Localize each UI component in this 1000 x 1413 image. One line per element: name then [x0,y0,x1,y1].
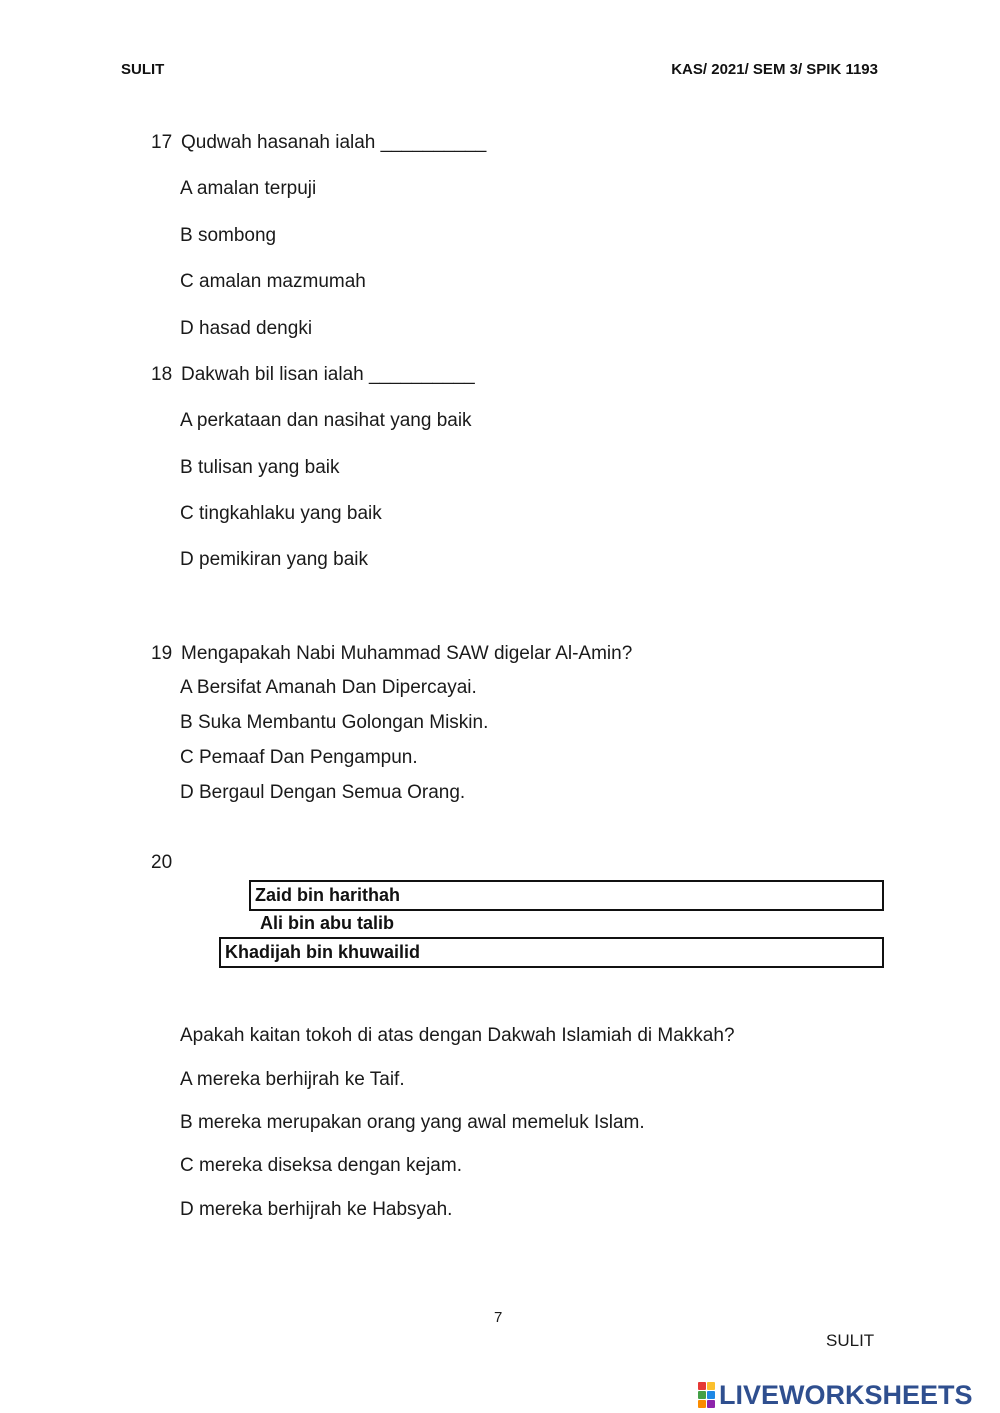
option-17-d[interactable]: D hasad dengki [180,318,313,339]
page-number: 7 [494,1309,503,1326]
header-right: KAS/ 2021/ SEM 3/ SPIK 1193 [671,61,878,78]
question-text: Mengapakah Nabi Muhammad SAW digelar Al-Amin? [181,643,633,664]
option-17-a[interactable]: A amalan terpuji [180,178,317,199]
question-number: 17 [151,132,173,153]
figure-box-khadijah: Khadijah bin khuwailid [219,937,884,968]
question-20-text: Apakah kaitan tokoh di atas dengan Dakwah Islamiah di Makkah? [180,1025,735,1046]
footer-classification: SULIT [826,1331,875,1350]
question-text: Dakwah bil lisan ialah __________ [181,364,475,385]
liveworksheets-logo [698,1378,973,1412]
option-20-b[interactable]: B mereka merupakan orang yang awal memeluk Islam. [180,1112,645,1133]
option-18-d[interactable]: D pemikiran yang baik [180,549,368,570]
question-17 [151,132,486,154]
header-left: SULIT [121,61,165,78]
option-18-a[interactable]: A perkataan dan nasihat yang baik [180,410,472,431]
liveworksheets-icon [698,1382,715,1408]
question-19 [151,643,632,665]
figure-ali: Ali bin abu talib [260,913,394,933]
option-17-b[interactable]: B sombong [180,225,277,246]
option-18-b[interactable]: B tulisan yang baik [180,457,340,478]
option-19-d[interactable]: D Bergaul Dengan Semua Orang. [180,782,466,803]
question-20-number: 20 [151,852,173,873]
question-number: 19 [151,643,173,664]
option-19-c[interactable]: C Pemaaf Dan Pengampun. [180,747,418,768]
option-19-b[interactable]: B Suka Membantu Golongan Miskin. [180,712,489,733]
figure-box-zaid: Zaid bin harithah [249,880,884,911]
question-text: Qudwah hasanah ialah __________ [181,132,487,153]
option-17-c[interactable]: C amalan mazmumah [180,271,366,292]
question-number: 18 [151,364,173,385]
option-18-c[interactable]: C tingkahlaku yang baik [180,503,382,524]
option-20-c[interactable]: C mereka diseksa dengan kejam. [180,1155,462,1176]
question-18 [151,364,475,386]
watermark-text: LIVEWORKSHEETS [719,1379,973,1410]
option-20-d[interactable]: D mereka berhijrah ke Habsyah. [180,1199,453,1220]
option-19-a[interactable]: A Bersifat Amanah Dan Dipercayai. [180,677,477,698]
option-20-a[interactable]: A mereka berhijrah ke Taif. [180,1069,405,1090]
